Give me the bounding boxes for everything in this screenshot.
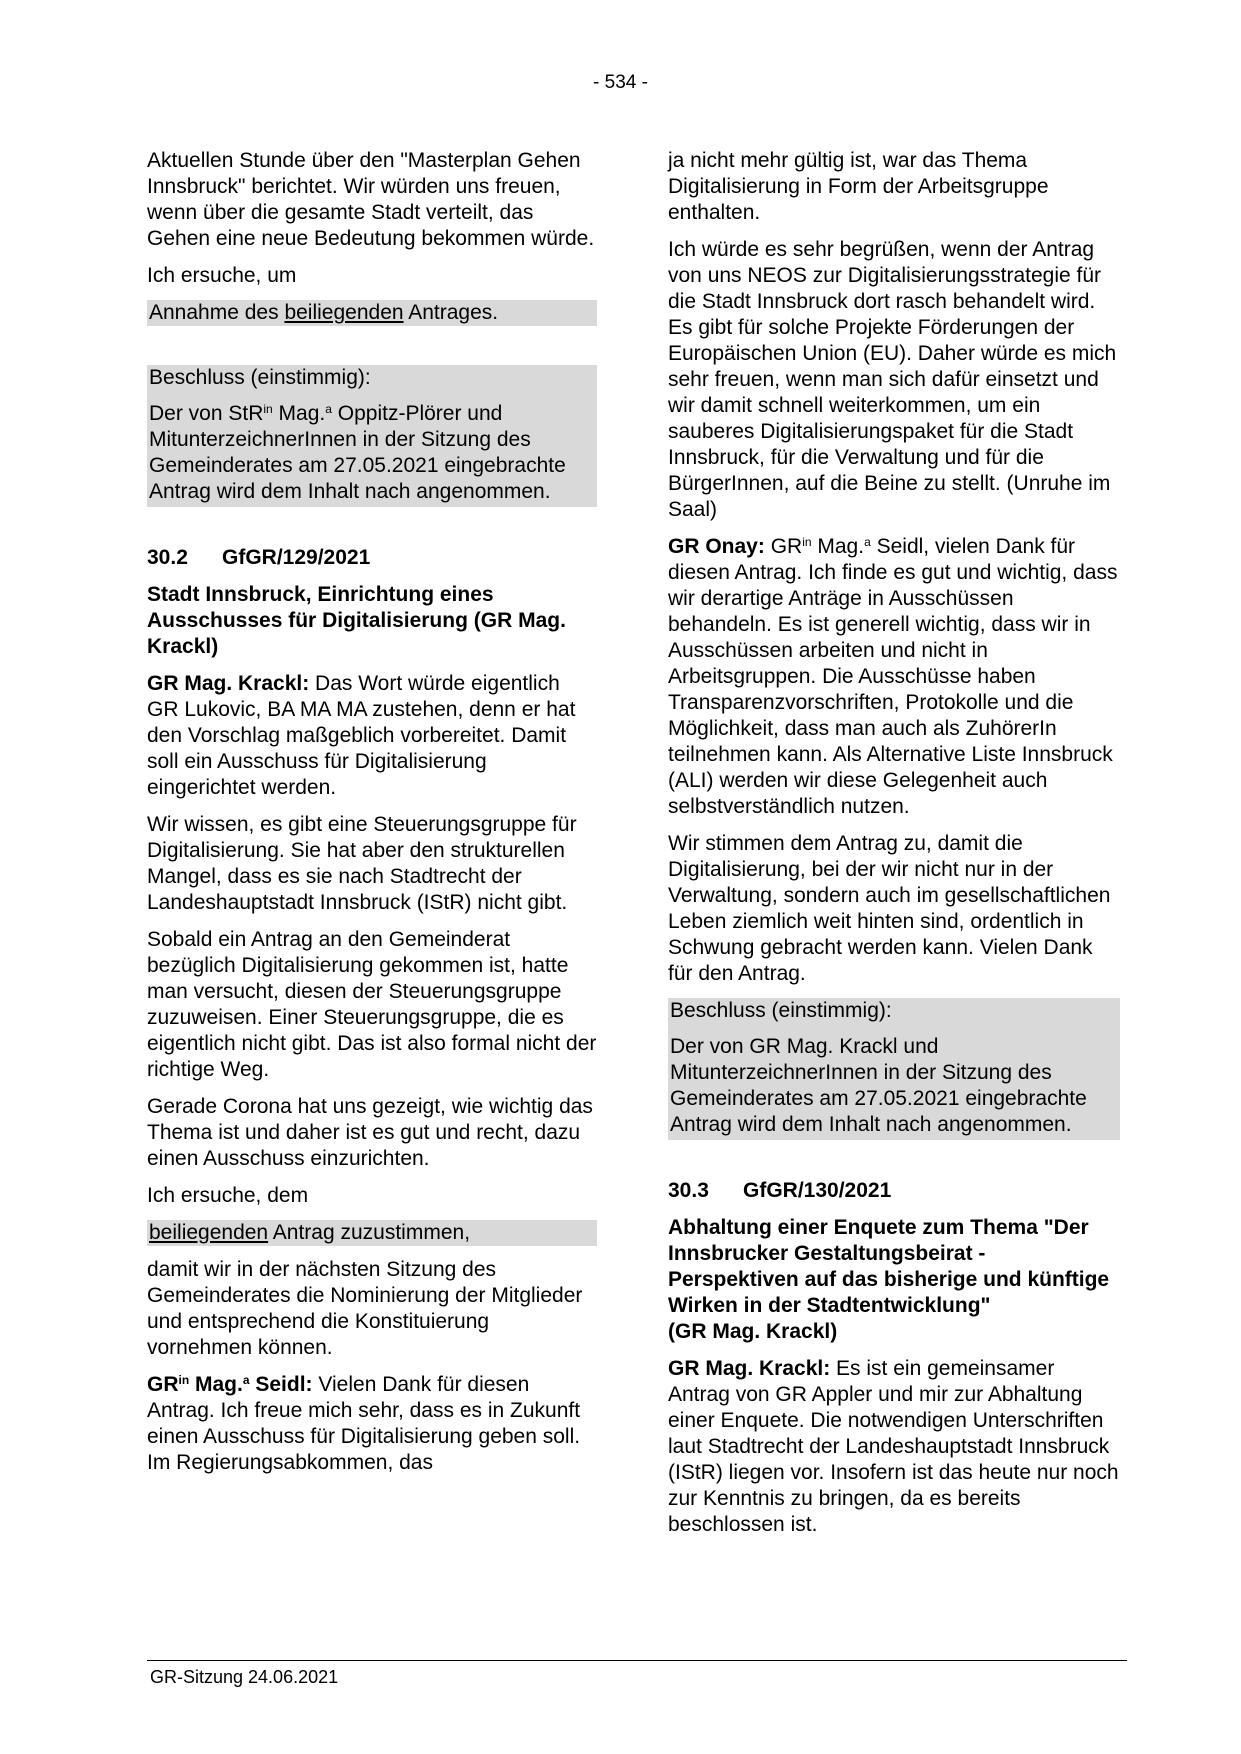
paragraph: Ich würde es sehr begrüßen, wenn der Antrag von uns NEOS zur Digitalisierungsstrategie für die Stadt Innsbruck dort rasch behandelt wird. Es gibt für solche Projekte Förderungen der Europäischen Union (EU). Daher würde es mich sehr freuen, wenn man sich dafür einsetzt und wir damit schnell weiterkommen, um ein sauberes Digitalisierungspaket für die Stadt Innsbruck, für die Verwaltung und für die BürgerInnen, auf die Beine zu stellt. (Unruhe im Saal) bbox=[668, 238, 1117, 521]
spacer bbox=[147, 507, 597, 545]
decision-box bbox=[147, 365, 597, 507]
section-title-sponsor: (GR Mag. Krackl) bbox=[668, 1320, 838, 1343]
right-column bbox=[668, 148, 1120, 1549]
motion-line bbox=[147, 1220, 597, 1246]
decision-text bbox=[149, 401, 595, 507]
decision-text-part: Oppitz-Plörer und MitunterzeichnerInnen in der Sitzung des Gemeinderates am 27.05.2021 eingebrachte Antrag wird dem Inhalt nach angenommen. bbox=[149, 402, 566, 503]
superscript: in bbox=[263, 402, 273, 416]
footer-divider bbox=[147, 1660, 1127, 1661]
speaker-name: GR Mag. Krackl: bbox=[668, 1357, 831, 1380]
superscript: a bbox=[864, 535, 871, 549]
motion-link-text: beiliegenden bbox=[284, 301, 404, 324]
decision-text: Der von GR Mag. Krackl und MitunterzeichnerInnen in der Sitzung des Gemeinderates am 27.05.2021 eingebrachte Antrag wird dem Inhalt nach angenommen. bbox=[670, 1035, 1087, 1136]
paragraph: Ich ersuche, um bbox=[147, 264, 297, 287]
superscript: a bbox=[325, 402, 332, 416]
spacer bbox=[668, 1140, 1120, 1178]
paragraph: Ich ersuche, dem bbox=[147, 1184, 309, 1207]
paragraph: damit wir in der nächsten Sitzung des Gemeinderates die Nominierung der Mitglieder und entsprechend die Konstituierung vornehmen können. bbox=[147, 1258, 583, 1359]
speaker-part: Seidl: bbox=[249, 1373, 313, 1396]
superscript: in bbox=[178, 1373, 190, 1387]
speech-paragraph bbox=[147, 671, 597, 801]
page-number: - 534 - bbox=[593, 72, 648, 93]
section-title: Stadt Innsbruck, Einrichtung eines Ausschusses für Digitalisierung (GR Mag. Krackl) bbox=[147, 583, 566, 658]
spacer bbox=[147, 337, 597, 365]
speech-paragraph bbox=[668, 1356, 1120, 1538]
decision-box bbox=[668, 998, 1120, 1140]
speaker-name: GR Mag. Krackl: bbox=[147, 672, 310, 695]
speech-paragraph bbox=[147, 1372, 597, 1476]
paragraph: Sobald ein Antrag an den Gemeinderat bezüglich Digitalisierung gekommen ist, hatte man versucht, diesen der Steuerungsgruppe zuzuweisen. Einer Steuerungsgruppe, die es eigentlich nicht gibt. Das ist also formal nicht der richtige Weg. bbox=[147, 928, 597, 1081]
speaker-name: GR Onay: bbox=[668, 535, 765, 558]
paragraph: Wir wissen, es gibt eine Steuerungsgruppe für Digitalisierung. Sie hat aber den strukturellen Mangel, dass es sie nach Stadtrecht der Landeshauptstadt Innsbruck (IStR) nicht gibt. bbox=[147, 813, 577, 914]
speech-text: Mag. bbox=[811, 535, 865, 558]
speaker-part: GR bbox=[147, 1373, 179, 1396]
speech-text: Das Wort würde eigentlich GR Lukovic, BA MA MA zustehen, denn er hat den Vorschlag maßgeblich vorbereitet. Damit soll ein Ausschuss für Digitalisierung eingerichtet werden. bbox=[147, 672, 576, 799]
decision-text-part: Mag. bbox=[272, 402, 326, 425]
superscript: a bbox=[242, 1373, 250, 1387]
motion-text: Antrages. bbox=[403, 301, 499, 324]
motion-text: Antrag zuzustimmen, bbox=[268, 1221, 471, 1244]
motion-line bbox=[147, 300, 597, 326]
left-column bbox=[147, 148, 597, 1487]
section-number: 30.3 bbox=[668, 1179, 709, 1202]
superscript: in bbox=[802, 535, 812, 549]
section-code: GfGR/130/2021 bbox=[743, 1179, 892, 1202]
speech-text: Vielen Dank für diesen Antrag. Ich freue mich sehr, dass es in Zukunft einen Ausschuss für Digitalisierung geben soll. Im Regierungsabkommen, das bbox=[147, 1373, 581, 1474]
speech-text: Es ist ein gemeinsamer Antrag von GR Appler und mir zur Abhaltung einer Enquete. Die notwendigen Unterschriften laut Stadtrecht der Landeshauptstadt Innsbruck (IStR) liegen vor. Insofern ist das heute nur noch zur Kenntnis zu bringen, da es bereits beschlossen ist. bbox=[668, 1357, 1119, 1536]
section-header bbox=[147, 545, 597, 571]
speaker-part: Mag. bbox=[189, 1373, 243, 1396]
section-code: GfGR/129/2021 bbox=[222, 546, 371, 569]
speech-paragraph bbox=[668, 534, 1120, 820]
motion-link-text: beiliegenden bbox=[149, 1221, 269, 1244]
decision-heading: Beschluss (einstimmig): bbox=[149, 366, 371, 389]
speaker-name bbox=[147, 1373, 313, 1396]
speech-text: GR bbox=[764, 535, 803, 558]
paragraph: Wir stimmen dem Antrag zu, damit die Digitalisierung, bei der wir nicht nur in der Verwaltung, sondern auch im gesellschaftlichen Leben ziemlich weit hinten sind, ordentlich in Schwung gebracht werden kann. Vielen Dank für den Antrag. bbox=[668, 832, 1111, 985]
motion-text: Annahme des bbox=[149, 301, 285, 324]
paragraph: Gerade Corona hat uns gezeigt, wie wichtig das Thema ist und daher ist es gut und recht, dazu einen Ausschuss einzurichten. bbox=[147, 1095, 593, 1170]
paragraph: Aktuellen Stunde über den "Masterplan Gehen Innsbruck" berichtet. Wir würden uns freuen, wenn über die gesamte Stadt verteilt, das Gehen eine neue Bedeutung bekommen würde. bbox=[147, 149, 595, 250]
section-title: Abhaltung einer Enquete zum Thema "Der Innsbrucker Gestaltungsbeirat - Perspektiven auf das bisherige und künftige Wirken in der Stadtentwicklung" bbox=[668, 1216, 1110, 1317]
footer-text: GR-Sitzung 24.06.2021 bbox=[150, 1667, 339, 1687]
decision-text-part: Der von StR bbox=[149, 402, 264, 425]
paragraph: ja nicht mehr gültig ist, war das Thema Digitalisierung in Form der Arbeitsgruppe enthalten. bbox=[668, 149, 1049, 224]
section-header bbox=[668, 1178, 1120, 1204]
section-number: 30.2 bbox=[147, 546, 188, 569]
speech-text: Seidl, vielen Dank für diesen Antrag. Ich finde es gut und wichtig, dass wir derartige Anträge in Ausschüssen behandeln. Es ist generell wichtig, dass wir in Ausschüssen arbeiten und nicht in Arbeitsgruppen. Die Ausschüsse haben Transparenzvorschriften, Protokolle und die Möglichkeit, dass man auch als ZuhörerIn teilnehmen kann. Als Alternative Liste Innsbruck (ALI) werden wir diese Gelegenheit auch selbstverständlich nutzen. bbox=[668, 535, 1118, 818]
decision-heading: Beschluss (einstimmig): bbox=[670, 999, 892, 1022]
